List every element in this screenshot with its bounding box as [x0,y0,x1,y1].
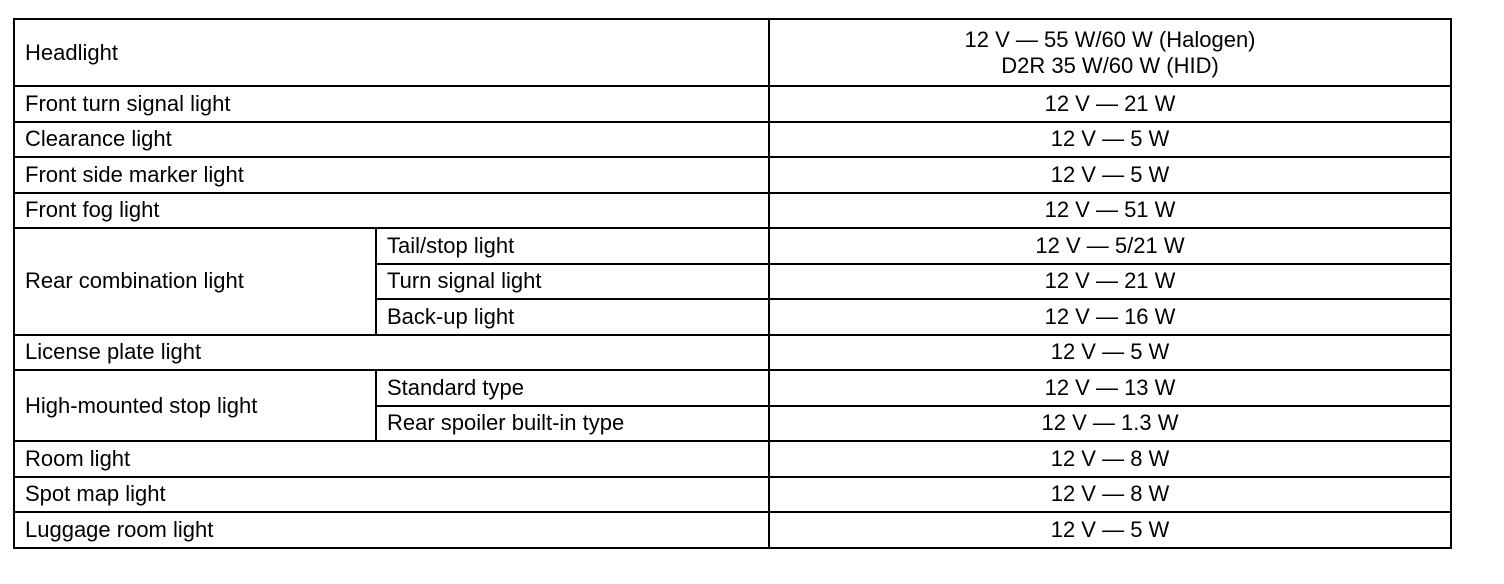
row-value-headlight [769,19,1451,86]
headlight-value-halogen: 12 V — 55 W/60 W (Halogen) [964,26,1256,52]
table-row-luggage-room [14,512,1451,548]
headlight-value-hid: D2R 35 W/60 W (HID) [1001,52,1219,78]
group-label-rear-combination: Rear combination light [14,228,376,335]
table-row-headlight [14,19,1451,86]
row-label-headlight: Headlight [14,19,769,86]
table-row-room [14,441,1451,477]
row-label-spot-map: Spot map light [14,477,769,513]
row-label-luggage-room: Luggage room light [14,512,769,548]
group-label-high-mounted-stop: High-mounted stop light [14,370,376,441]
row-value-front-turn-signal: 12 V — 21 W [769,86,1451,122]
row-label-rear-spoiler: Rear spoiler built-in type [376,406,769,442]
row-value-luggage-room: 12 V — 5 W [769,512,1451,548]
row-value-license-plate: 12 V — 5 W [769,335,1451,371]
table-row-license-plate [14,335,1451,371]
row-label-clearance: Clearance light [14,122,769,158]
table-row-spot-map [14,477,1451,513]
row-label-room: Room light [14,441,769,477]
row-value-front-fog: 12 V — 51 W [769,193,1451,229]
row-value-back-up: 12 V — 16 W [769,299,1451,335]
row-label-standard-type: Standard type [376,370,769,406]
row-label-license-plate: License plate light [14,335,769,371]
table-row-standard-type [14,370,1451,406]
row-value-rear-turn-signal: 12 V — 21 W [769,264,1451,300]
row-value-front-side-marker: 12 V — 5 W [769,157,1451,193]
row-label-back-up: Back-up light [376,299,769,335]
row-label-rear-turn-signal: Turn signal light [376,264,769,300]
bulb-spec-table [13,18,1452,549]
row-value-clearance: 12 V — 5 W [769,122,1451,158]
row-value-rear-spoiler: 12 V — 1.3 W [769,406,1451,442]
row-value-standard-type: 12 V — 13 W [769,370,1451,406]
row-value-room: 12 V — 8 W [769,441,1451,477]
row-label-front-side-marker: Front side marker light [14,157,769,193]
row-label-front-turn-signal: Front turn signal light [14,86,769,122]
table-row-front-side-marker [14,157,1451,193]
table-row-front-turn-signal [14,86,1451,122]
row-value-spot-map: 12 V — 8 W [769,477,1451,513]
table-row-tail-stop [14,228,1451,264]
row-label-front-fog: Front fog light [14,193,769,229]
table-row-clearance [14,122,1451,158]
row-label-tail-stop: Tail/stop light [376,228,769,264]
table-row-front-fog [14,193,1451,229]
row-value-tail-stop: 12 V — 5/21 W [769,228,1451,264]
